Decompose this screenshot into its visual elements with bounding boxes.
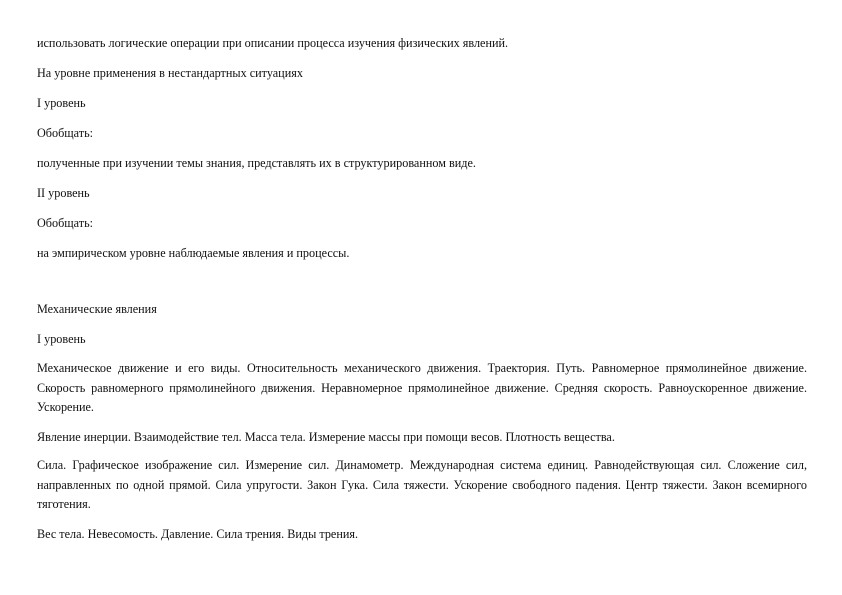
paragraph-inertia: Явление инерции. Взаимодействие тел. Масса тела. Измерение массы при помощи весов. Плотность вещества.: [37, 430, 615, 444]
paragraph-forces: Сила. Графическое изображение сил. Измерение сил. Динамометр. Международная система единиц. Равнодействующая сил. Сложение сил, направленных по одной прямой. Сила упругости. Закон Гука. Сила тяжести. Ускорение свободного падения. Центр тяжести. Закон всемирного тяготения.: [37, 458, 807, 511]
text-line-structured-knowledge: полученные при изучении темы знания, представлять их в структурированном виде.: [37, 156, 476, 170]
text-line-empirical-phenomena: на эмпирическом уровне наблюдаемые явления и процессы.: [37, 246, 350, 260]
text-line-application-level: На уровне применения в нестандартных ситуациях: [37, 66, 303, 80]
paragraph-mechanical-motion: Механическое движение и его виды. Относительность механического движения. Траектория. Путь. Равномерное прямолинейное движение. Скорость равномерного прямолинейного движения. Неравномерное прямолинейное движение. Средняя скорость. Равноускоренное движение. Ускорение.: [37, 361, 807, 414]
section-level-heading: I уровень: [37, 332, 86, 346]
paragraph-weight-friction: Вес тела. Невесомость. Давление. Сила трения. Виды трения.: [37, 527, 359, 541]
level-heading-1: I уровень: [37, 96, 86, 110]
generalize-label-2: Обобщать:: [37, 216, 94, 230]
level-heading-2: II уровень: [37, 186, 90, 200]
generalize-label-1: Обобщать:: [37, 126, 94, 140]
section-title: Механические явления: [37, 302, 157, 316]
text-line-logical-operations: использовать логические операции при описании процесса изучения физических явлений.: [37, 36, 509, 50]
